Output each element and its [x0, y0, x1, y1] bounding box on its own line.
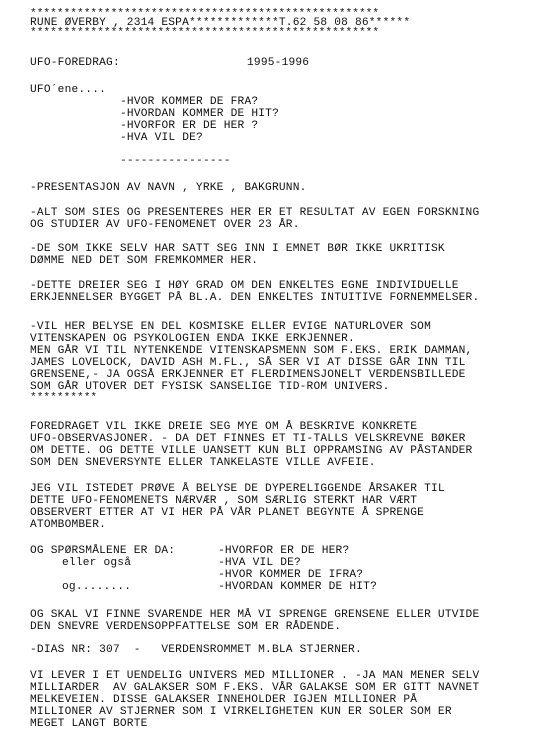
header-stars-top: **************************************************** [30, 8, 380, 20]
intro-question: -HVORFOR ER DE HER ? [120, 120, 259, 132]
header-stars-bottom: **************************************************** [30, 27, 380, 39]
paragraph-line: OG SKAL VI FINNE SVARENDE HER MÅ VI SPRENGE GRENSENE ELLER UTVIDE [30, 609, 480, 621]
paragraph-line: GRENSENE,- JA OGSÅ ERKJENNER ET FLERDIMENSJONELT VERDENSBILLEDE [30, 369, 466, 381]
question-block-left: eller også [62, 557, 132, 569]
header-contact-line: RUNE ØVERBY , 2314 ESPA*************T.62 58 08 86****** [30, 17, 411, 29]
paragraph-line: MELKEVEIEN. DISSE GALAKSER INNEHOLDER IGJEN MILLIONER PÅ [30, 694, 418, 706]
paragraph-line: ERKJENNELSER BYGGET PÅ BL.A. DEN ENKELTES INTUITIVE FORNEMMELSER. [30, 292, 480, 304]
intro-question: -HVORDAN KOMMER DE HIT? [120, 108, 280, 120]
paragraph-line: -DE SOM IKKE SELV HAR SATT SEG INN I EMNET BØR IKKE UKRITISK [30, 243, 445, 255]
paragraph-line: -VIL HER BELYSE EN DEL KOSMISKE ELLER EVIGE NATURLOVER SOM [30, 321, 431, 333]
paragraph-line: DETTE UFO-FENOMENETS NÆRVÆR , SOM SÆRLIG STERKT HAR VÆRT [30, 495, 418, 507]
paragraph-line: MILLIARDER AV GALAKSER SOM F.EKS. VÅR GALAKSE SOM ER GITT NAVNET [30, 682, 480, 694]
paragraph-line: UFO-OBSERVASJONER. - DA DET FINNES ET TI-TALLS VELSKREVNE BØKER [30, 433, 466, 445]
paragraph-line: FOREDRAGET VIL IKKE DREIE SEG MYE OM Å BESKRIVE KONKRETE [30, 421, 418, 433]
paragraph-line: JEG VIL ISTEDET PRØVE Å BELYSE DE DYPERELIGGENDE ÅRSAKER TIL [30, 483, 445, 495]
paragraph-line: VI LEVER I ET UENDELIG UNIVERS MED MILLIONER . -JA MAN MENER SELV [30, 670, 480, 682]
question-block-right: -HVA VIL DE? [218, 557, 301, 569]
paragraph-line: DØMME NED DET SOM FREMKOMMER HER. [30, 255, 259, 267]
title-label: UFO-FOREDRAG: [30, 57, 120, 69]
question-block-right: -HVOR KOMMER DE IFRA? [218, 569, 364, 581]
paragraph-line: DEN SNEVRE VERDENSOPPFATTELSE SOM ER RÅDENDE. [30, 621, 342, 633]
question-block-right: -HVORFOR ER DE HER? [218, 545, 350, 557]
question-block-left: OG SPØRSMÅLENE ER DA: [30, 545, 176, 557]
paragraph-line: OBSERVERT ETTER AT VI HER PÅ VÅR PLANET BEGYNTE Å SPRENGE [30, 507, 425, 519]
paragraph-line: -DIAS NR: 307 - VERDENSROMMET M.BLA STJERNER. [30, 644, 362, 656]
paragraph-line: SOM GÅR UTOVER DET FYSISK SANSELIGE TID-ROM UNIVERS. [30, 381, 390, 393]
question-block-left: og........ [62, 581, 132, 593]
title-years: 1995-1996 [247, 57, 310, 69]
paragraph-line: VITENSKAPEN OG PSYKOLOGIEN ENDA IKKE ERKJENNER. [30, 333, 355, 345]
paragraph-line: -PRESENTASJON AV NAVN , YRKE , BAKGRUNN. [30, 182, 307, 194]
paragraph-stars: ********** [30, 392, 98, 404]
paragraph-line: SOM DEN SNEVERSYNTE ELLER TANKELASTE VILLE AVFEIE. [30, 457, 376, 469]
intro-lead: UFO´ene.... [30, 84, 107, 96]
intro-divider: ---------------- [120, 155, 231, 167]
paragraph-line: ATOMBOMBER. [30, 519, 107, 531]
question-block-right: -HVORDAN KOMMER DE HIT? [218, 581, 378, 593]
intro-question: -HVA VIL DE? [120, 132, 203, 144]
paragraph-line: -ALT SOM SIES OG PRESENTERES HER ER ET RESULTAT AV EGEN FORSKNING [30, 207, 480, 219]
paragraph-line: MILLIONER AV STJERNER SOM I VIRKELIGHETEN KUN ER SOLER SOM ER [30, 706, 452, 718]
paragraph-line: OM DETTE. OG DETTE VILLE UANSETT KUN BLI OPPRAMSING AV PÅSTANDER [30, 445, 473, 457]
paragraph-line: JAMES LOVELOCK, DAVID ASH M.FL., SÅ SER VI AT DISSE GÅR INN TIL [30, 357, 466, 369]
intro-question: -HVOR KOMMER DE FRA? [120, 96, 259, 108]
paragraph-line: -DETTE DREIER SEG I HØY GRAD OM DEN ENKELTES EGNE INDIVIDUELLE [30, 280, 459, 292]
paragraph-line: OG STUDIER AV UFO-FENOMENET OVER 23 ÅR. [30, 219, 300, 231]
paragraph-line: MEGET LANGT BORTE [30, 718, 148, 730]
paragraph-line: MEN GÅR VI TIL NYTENKENDE VITENSKAPSMENN SOM F.EKS. ERIK DAMMAN, [30, 345, 473, 357]
